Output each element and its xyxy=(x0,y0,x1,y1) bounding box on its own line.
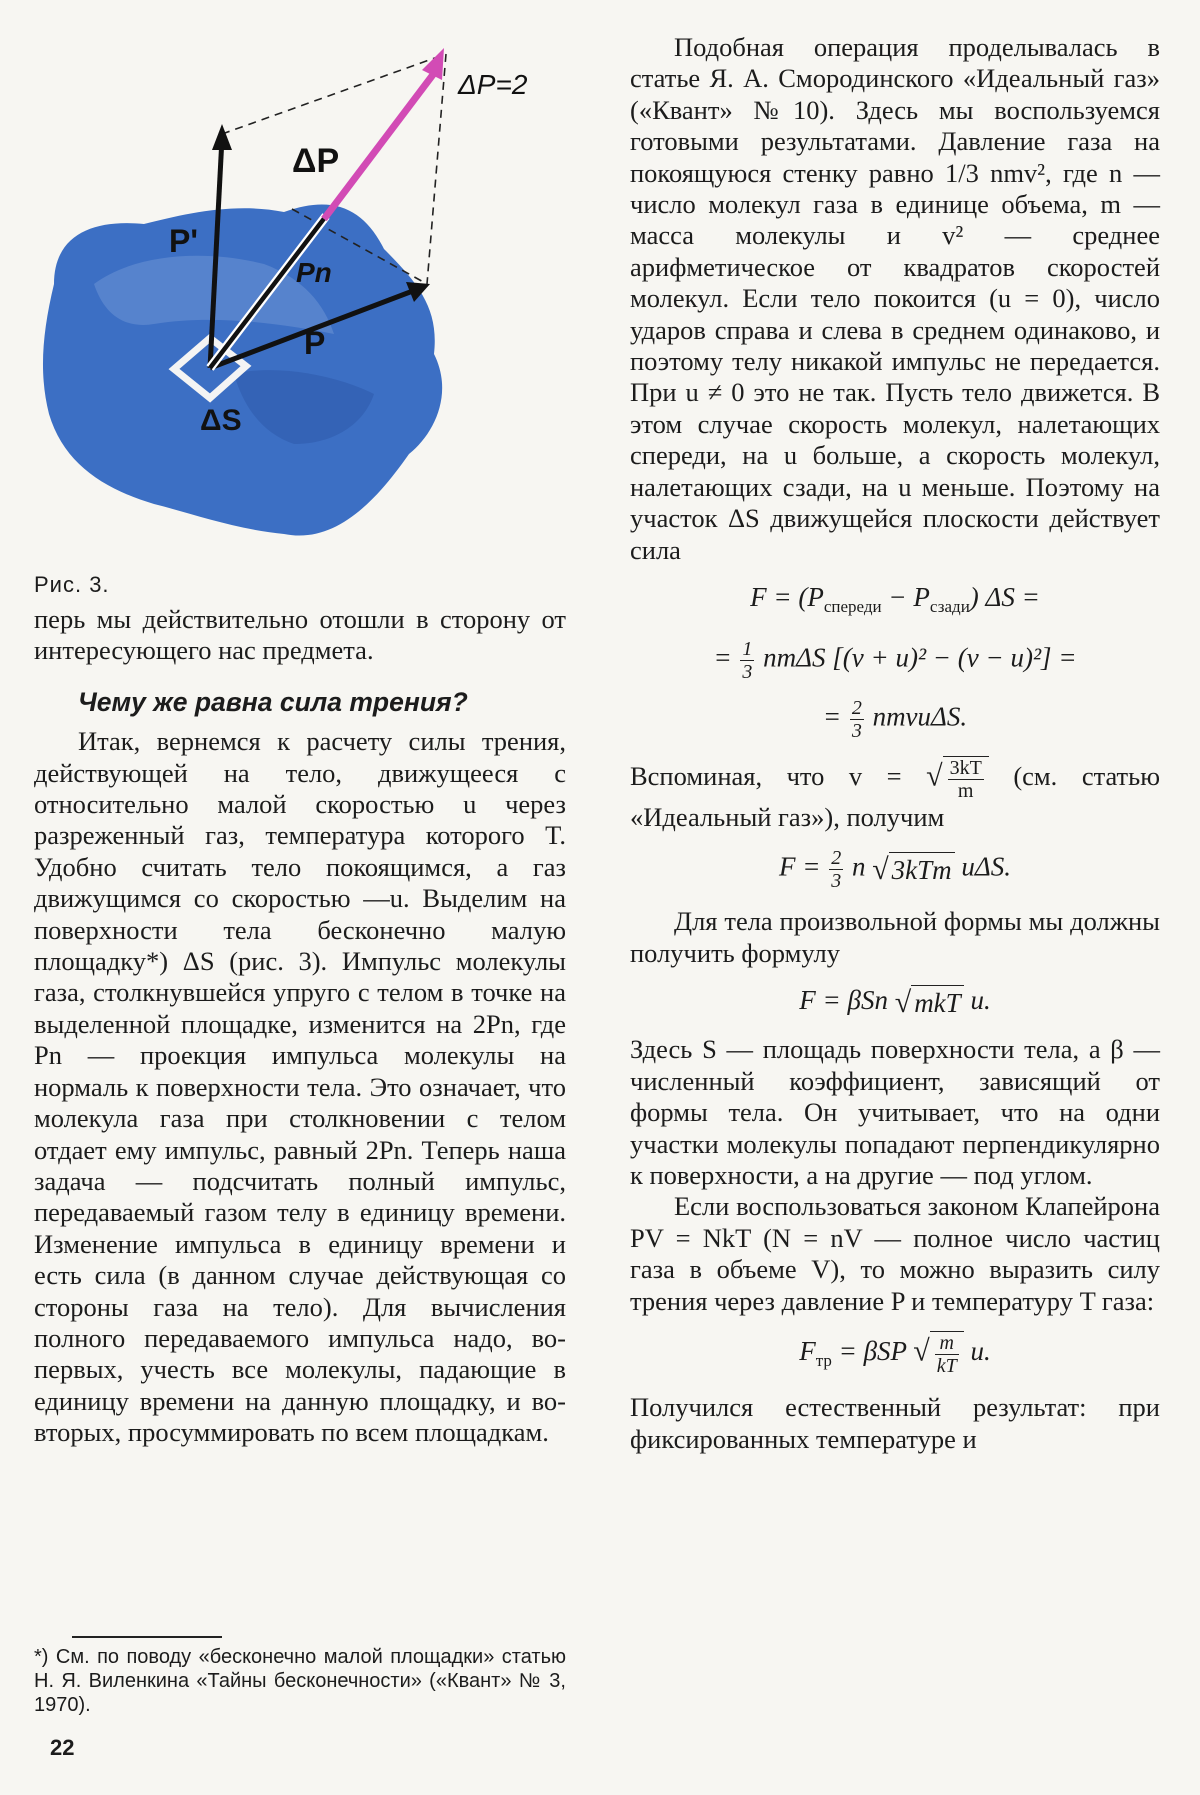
main-paragraph: Итак, вернемся к расчету силы трения, действующей на тело, движущееся с относительно малой скоростью u через разреженный газ, температура которого T. Удобно считать тело покоящимся, а газ движущимся со скоростью —u. Выделим на поверхности тела бесконечно малую площадку*) ΔS (рис. 3). Импульс молекулы газа, столкнувшейся упруго с телом в точке на выделенной площадке, изменится на 2Pn, где Pn — проекция импульса молекулы на нормаль к поверхности тела. Это означает, что молекула газа при столкновении с телом отдает ему импульс, равный 2Pn. Теперь наша задача — подсчитать полный импульс, передаваемый газом телу в единицу времени. Изменение импульса в единицу времени и есть сила (в данном случае действующая со стороны газа на тело). Для вычисления полного передаваемого импульса надо, во-первых, учесть все молекулы, падающие в единицу времени на данную площадку, и во-вторых, просуммировать по всем площадкам. xyxy=(34,726,566,1448)
equation-6: $F_{тр} = \beta SP$ √ $\frac{m}{kT}$ u. xyxy=(799,1332,991,1378)
equation-3: = $\frac{2}{3}$ nmvuΔS. xyxy=(822,696,968,742)
sqrt-3kt-over-m: √ $\frac{3kT}{m}$ xyxy=(926,756,989,802)
label-p: P xyxy=(304,325,326,361)
equation-1: $F = (P_{спереди} - P_{сзади}) \Delta S$ = xyxy=(750,581,1040,616)
continuation-paragraph: перь мы действительно отошли в сторону от интересующего нас предмета. xyxy=(34,604,566,666)
paragraph-6: Получился естественный результат: при фиксированных температуре и xyxy=(630,1392,1160,1454)
page-number: 22 xyxy=(50,1735,75,1760)
paragraph-1: Подобная операция проделывалась в статье Я. А. Смородинского «Идеальный газ» («Квант» №10). Здесь мы воспользуемся готовыми результатами. Давление газа на покоящуюся стенку равно 1/3 nmv², где n — число молекул газа в единице объема, m — масса молекулы и v² — среднее арифметическое от квадратов скоростей молекул. Если тело покоится (u = 0), число ударов справа и слева в среднем одинаково, и поэтому телу никакой импульс не передается. При u ≠ 0 это не так. Пусть тело движется. В этом случае скорость молекул, налетающих спереди, на u больше, а скорость молекул, налетающих сзади, на u меньше. Поэтому на участок ΔS движущейся плоскости действует сила xyxy=(630,32,1160,565)
paragraph-2: Вспоминая, что v = √ $\frac{3kT}{m}$ (см. статью «Идеальный газ»), получим xyxy=(630,756,1161,832)
equation-5: F = βSn √ mkT u. xyxy=(799,985,991,1020)
label-delta-s: ΔS xyxy=(200,404,242,437)
equation-4: F = $\frac{2}{3}$ n √ 3kTm uΔS. xyxy=(778,847,1012,893)
annotation-delta-p: ΔP=2 xyxy=(458,69,528,100)
paragraph-4: Здесь S — площадь поверхности тела, а β — численный коэффициент, зависящий от формы тела. Он учитывает, что на одни участки молекулы попадают перпендикулярно к поверхности, а на другие — под углом. xyxy=(630,1034,1160,1191)
paragraph-3: Для тела произвольной формы мы должны получить формулу xyxy=(630,906,1160,968)
fraction-one-third: $\frac{1}{3}$ xyxy=(742,637,753,683)
label-delta-p: ΔP xyxy=(292,142,340,180)
label-p-prime: P' xyxy=(169,223,198,259)
equation-2: = $\frac{1}{3}$ nmΔS [(v + u)² − (v − u)²] = xyxy=(713,637,1077,683)
left-text-block xyxy=(34,604,566,1449)
label-pn: Pn xyxy=(296,257,332,288)
figure-3-illustration xyxy=(34,34,574,554)
fraction-two-thirds: $\frac{2}{3}$ xyxy=(851,696,862,742)
footnote-divider xyxy=(72,1636,222,1638)
section-heading: Чему же равна сила трения? xyxy=(78,686,468,717)
footnote: *) См. по поводу «бесконечно малой площадки» статью Н. Я. Виленкина «Тайны бесконечности» («Квант» № 3, 1970). xyxy=(34,1646,566,1716)
right-text-block xyxy=(630,32,1160,1455)
figure-caption: Рис. 3. xyxy=(34,572,110,597)
figure-3 xyxy=(34,34,574,554)
paragraph-5: Если воспользоваться законом Клапейрона PV = NkT (N = nV — полное число частиц газа в объеме V), то можно выразить силу трения через давление P и температуру T газа: xyxy=(630,1191,1160,1316)
